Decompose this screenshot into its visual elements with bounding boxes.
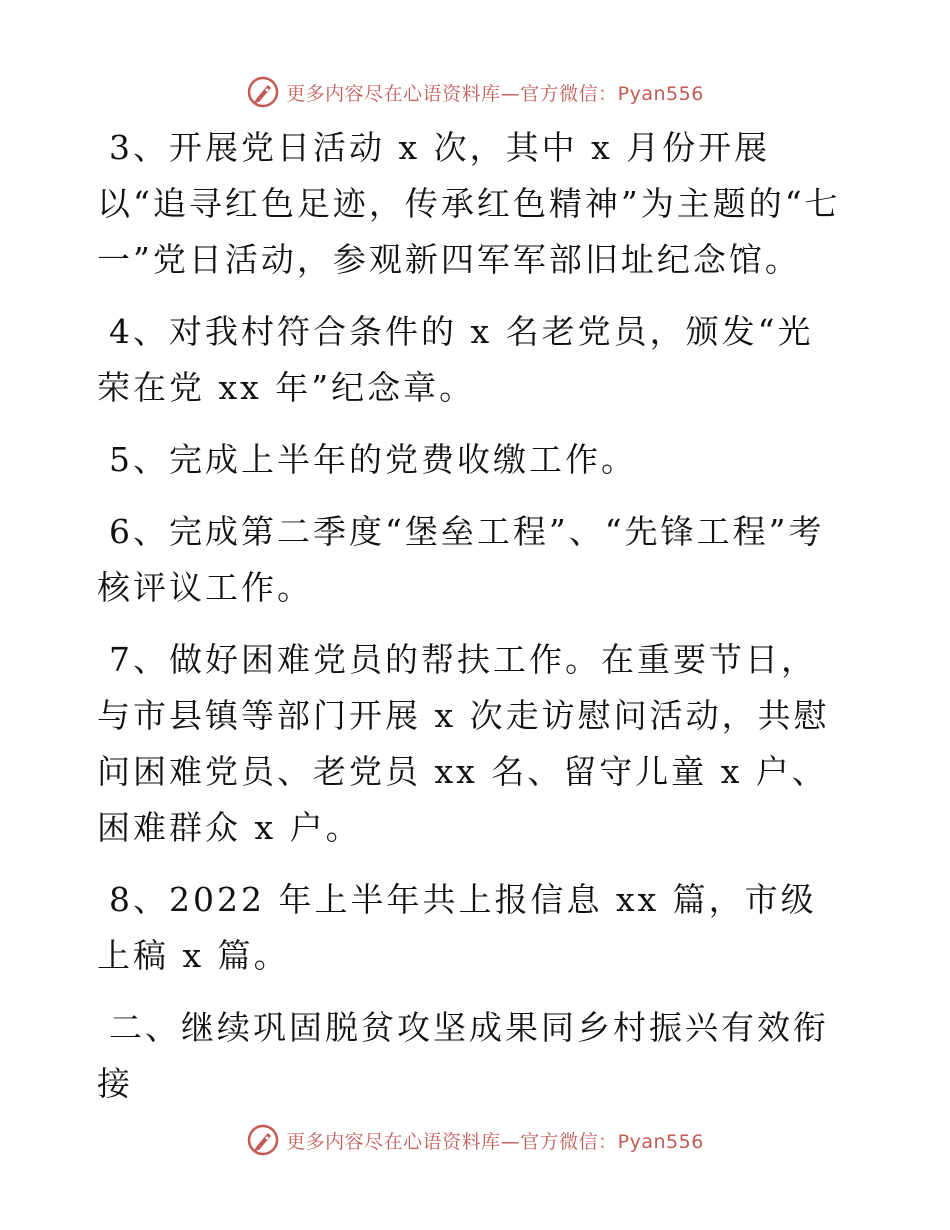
paragraph-item-5: 5、完成上半年的党费收缴工作。 [109, 440, 637, 479]
watermark-text: 更多内容尽在心语资料库—官方微信：Pyan556 [286, 1130, 704, 1153]
pen-nib-logo-icon [246, 1123, 280, 1157]
paragraph-item-3: 3、开展党日活动 x 次，其中 x 月份开展以“追寻红色足迹，传承红色精神”为主题的“七一”党日活动，参观新四军军部旧址纪念馆。 [97, 128, 841, 279]
paragraph-item-7: 7、做好困难党员的帮扶工作。在重要节日，与市县镇等部门开展 x 次走访慰问活动，共慰问困难党员、老党员 xx 名、留守儿童 x 户、困难群众 x 户。 [97, 640, 830, 847]
footer-watermark [0, 1120, 950, 1160]
paragraph-item-4: 4、对我村符合条件的 x 名老党员，颁发“光荣在党 xx 年”纪念章。 [97, 312, 814, 407]
pen-nib-logo-icon [246, 75, 280, 109]
paragraph-item-8: 8、2022 年上半年共上报信息 xx 篇，市级上稿 x 篇。 [97, 880, 817, 975]
document-body [97, 120, 845, 1128]
paragraph-item-6: 6、完成第二季度“堡垒工程”、“先锋工程”考核评议工作。 [97, 512, 825, 607]
watermark-text: 更多内容尽在心语资料库—官方微信：Pyan556 [286, 82, 704, 105]
section-heading-2: 二、继续巩固脱贫攻坚成果同乡村振兴有效衔接 [97, 1008, 829, 1103]
header-watermark [0, 72, 950, 112]
